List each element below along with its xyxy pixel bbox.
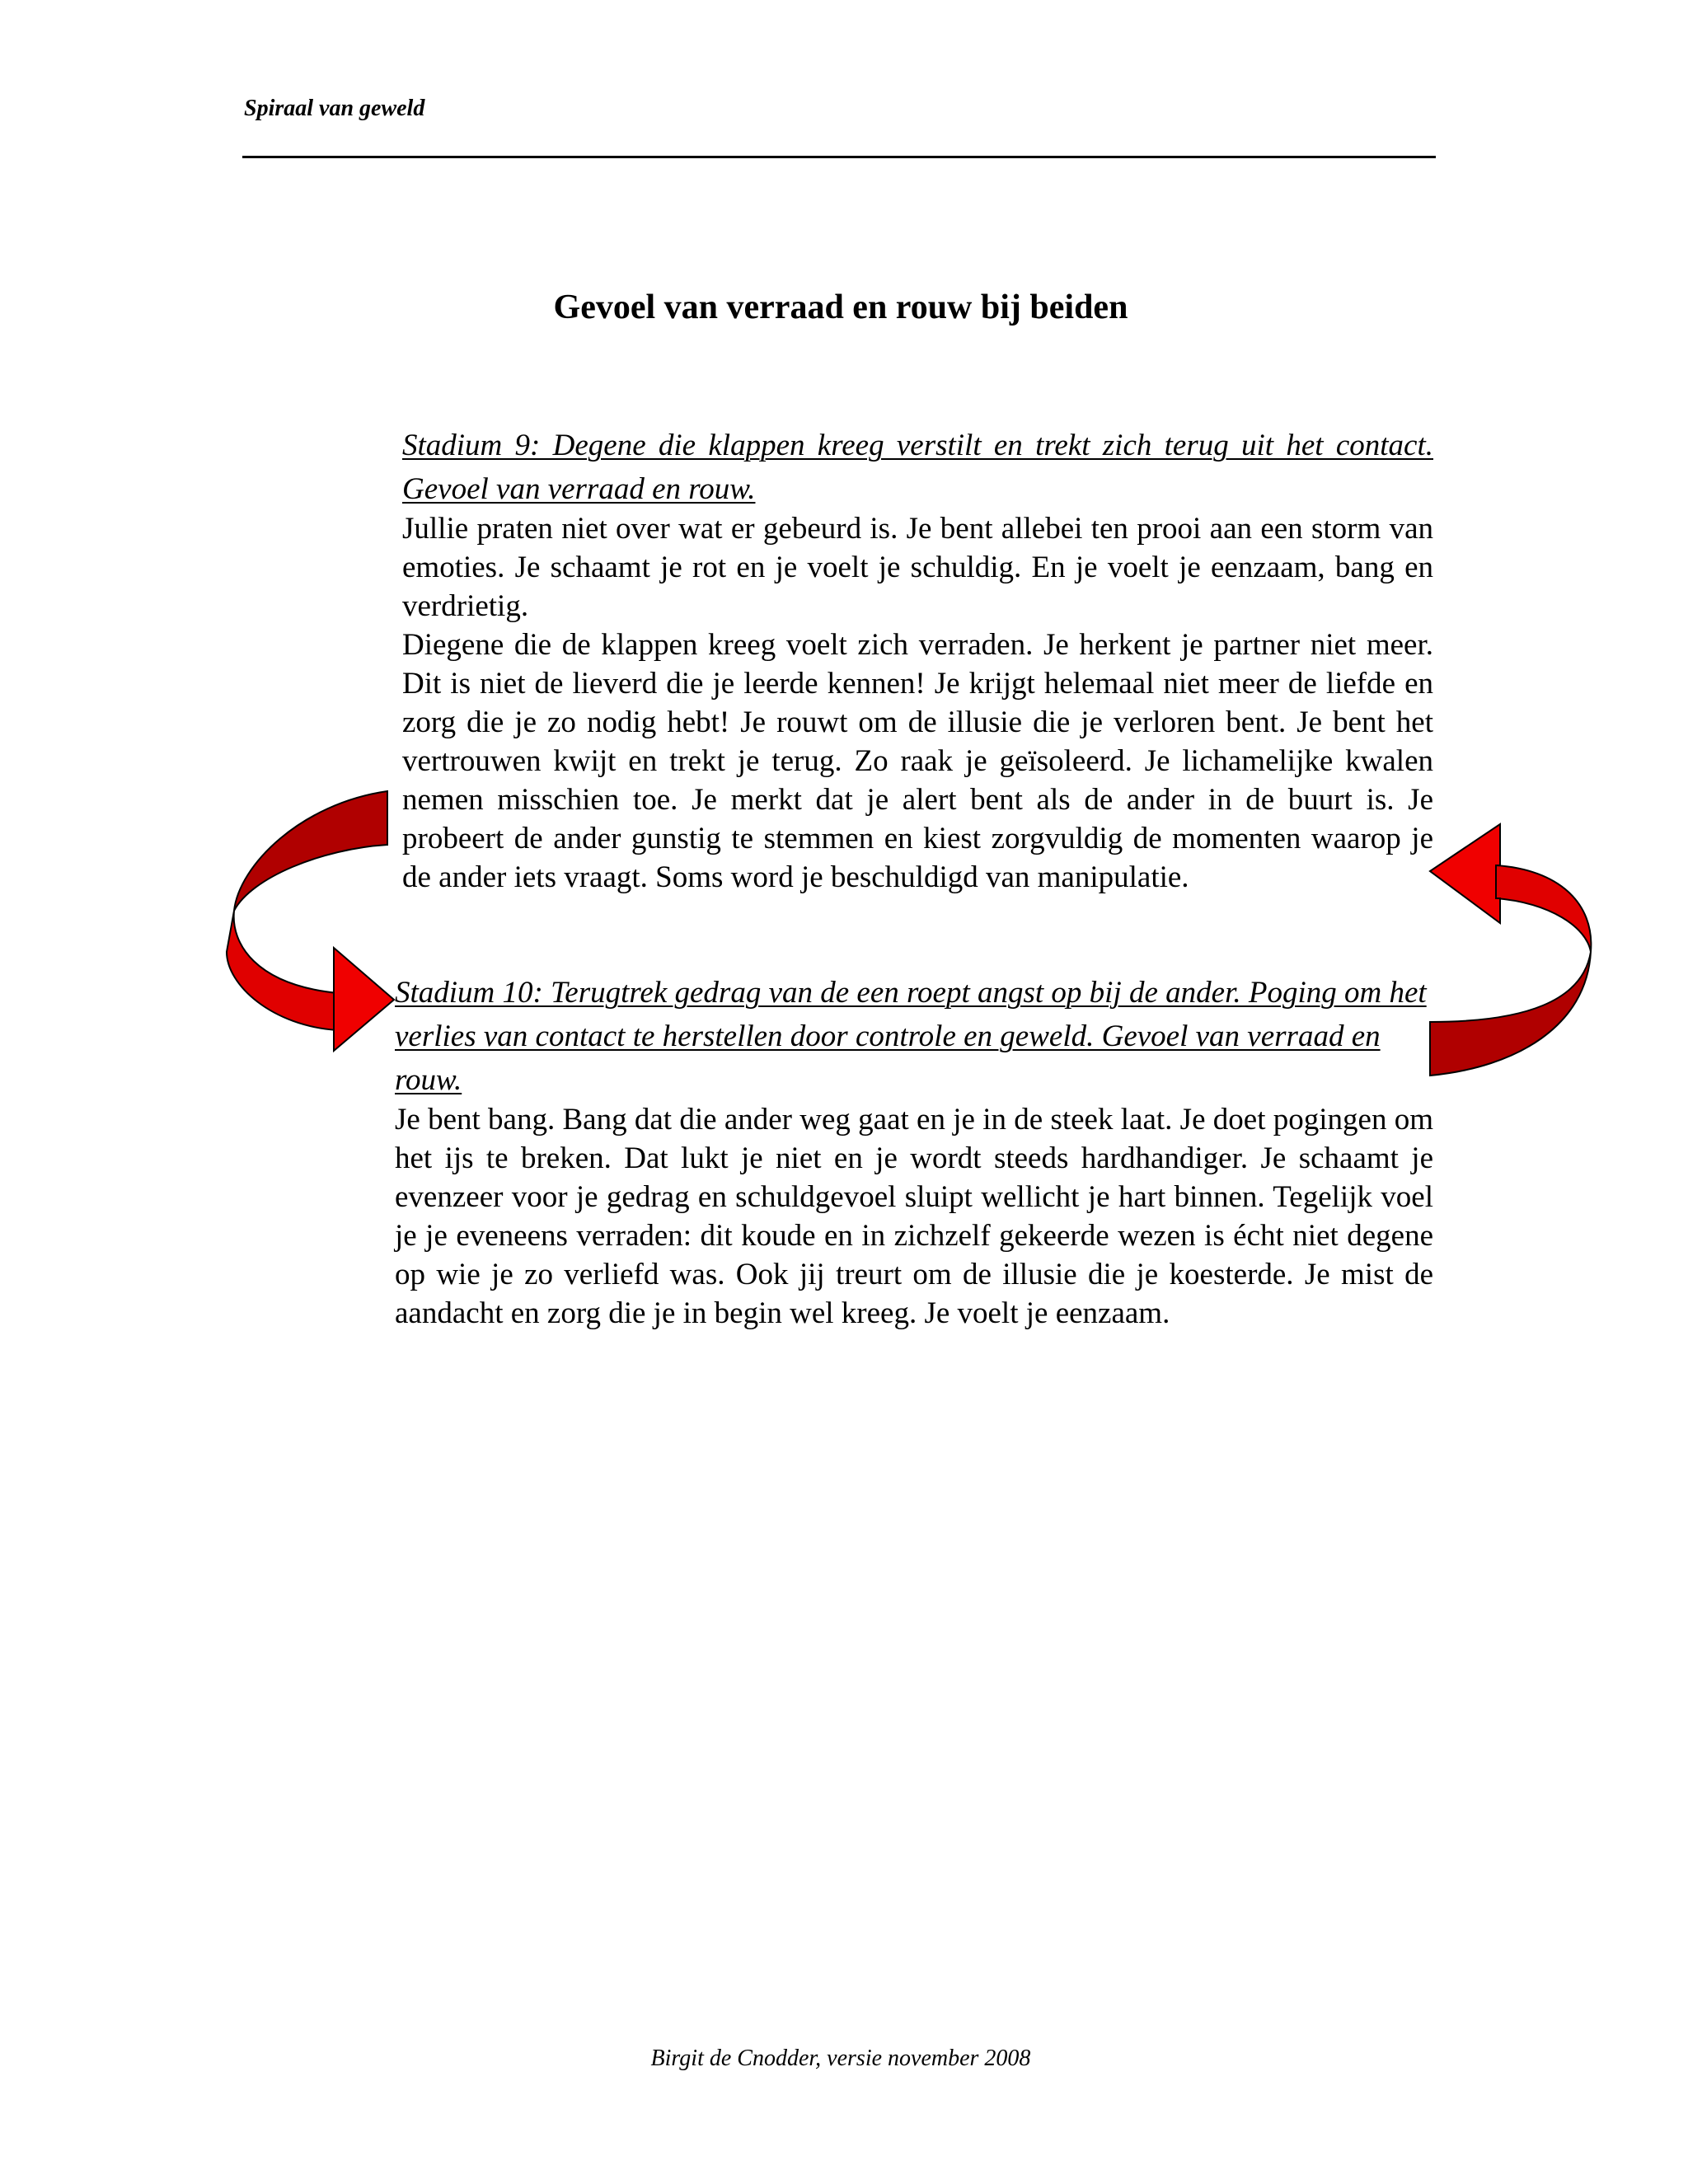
arrow-band-back xyxy=(234,791,387,911)
stage-9-paragraph-2: Diegene die de klappen kreeg voelt zich verraden. Je herkent je partner niet meer. Dit is niet de lieverd die je leerde kennen! Je krijgt helemaal niet meer de liefde en zorg die je zo nodig hebt! Je rouwt om de illusie die je verloren bent. Je bent het vertrouwen kwijt en trekt je terug. Zo raak je geïsoleerd. Je lichamelijke kwalen nemen misschien toe. Je merkt dat je alert bent als de ander in de buurt is. Je probeert de ander gunstig te stemmen en kiest zorgvuldig de momenten waarop je de ander iets vraagt. Soms word je beschuldigd van manipulatie. xyxy=(402,628,1433,894)
stage-9-section xyxy=(402,424,1433,897)
stage-9-paragraph-1: Jullie praten niet over wat er gebeurd is. Je bent allebei ten prooi aan een storm van emoties. Je schaamt je rot en je voelt je schuldig. En je voelt je eenzaam, bang en verdrietig. xyxy=(402,512,1433,623)
arrow-band-front xyxy=(227,911,338,1030)
arrow-band-back xyxy=(1430,952,1591,1076)
header-rule xyxy=(242,156,1436,158)
arrow-head xyxy=(1430,824,1500,923)
curved-arrow-down-right-icon xyxy=(223,787,400,1055)
arrow-band-front xyxy=(1496,865,1591,952)
stage-10-section xyxy=(395,971,1433,1333)
running-footer: Birgit de Cnodder, versie november 2008 xyxy=(650,2046,1031,2071)
page-title: Gevoel van verraad en rouw bij beiden xyxy=(553,288,1128,326)
stage-10-paragraph-1: Je bent bang. Bang dat die ander weg gaat en je in de steek laat. Je doet pogingen om het ijs te breken. Dat lukt je niet en je wordt steeds hardhandiger. Je schaamt je evenzeer voor je gedrag en schuldgevoel sluipt wellicht je hart binnen. Tegelijk voel je je eveneens verraden: dit koude en in zichzelf gekeerde wezen is écht niet degene op wie je zo verliefd was. Ook jij treurt om de illusie die je koesterde. Je mist de aandacht en zorg die je in begin wel kreeg. Je voelt je eenzaam. xyxy=(395,1103,1433,1330)
stage-10-heading: Stadium 10: Terugtrek gedrag van de een roept angst op bij de ander. Poging om het verlies van contact te herstellen door controle en geweld. Gevoel van verraad en rouw. xyxy=(395,976,1427,1097)
arrow-head xyxy=(334,948,394,1051)
running-header: Spiraal van geweld xyxy=(244,96,425,121)
stage-9-heading: Stadium 9: Degene die klappen kreeg verstilt en trekt zich terug uit het contact. Gevoel van verraad en rouw. xyxy=(402,429,1433,506)
curved-arrow-up-left-icon xyxy=(1426,820,1595,1084)
